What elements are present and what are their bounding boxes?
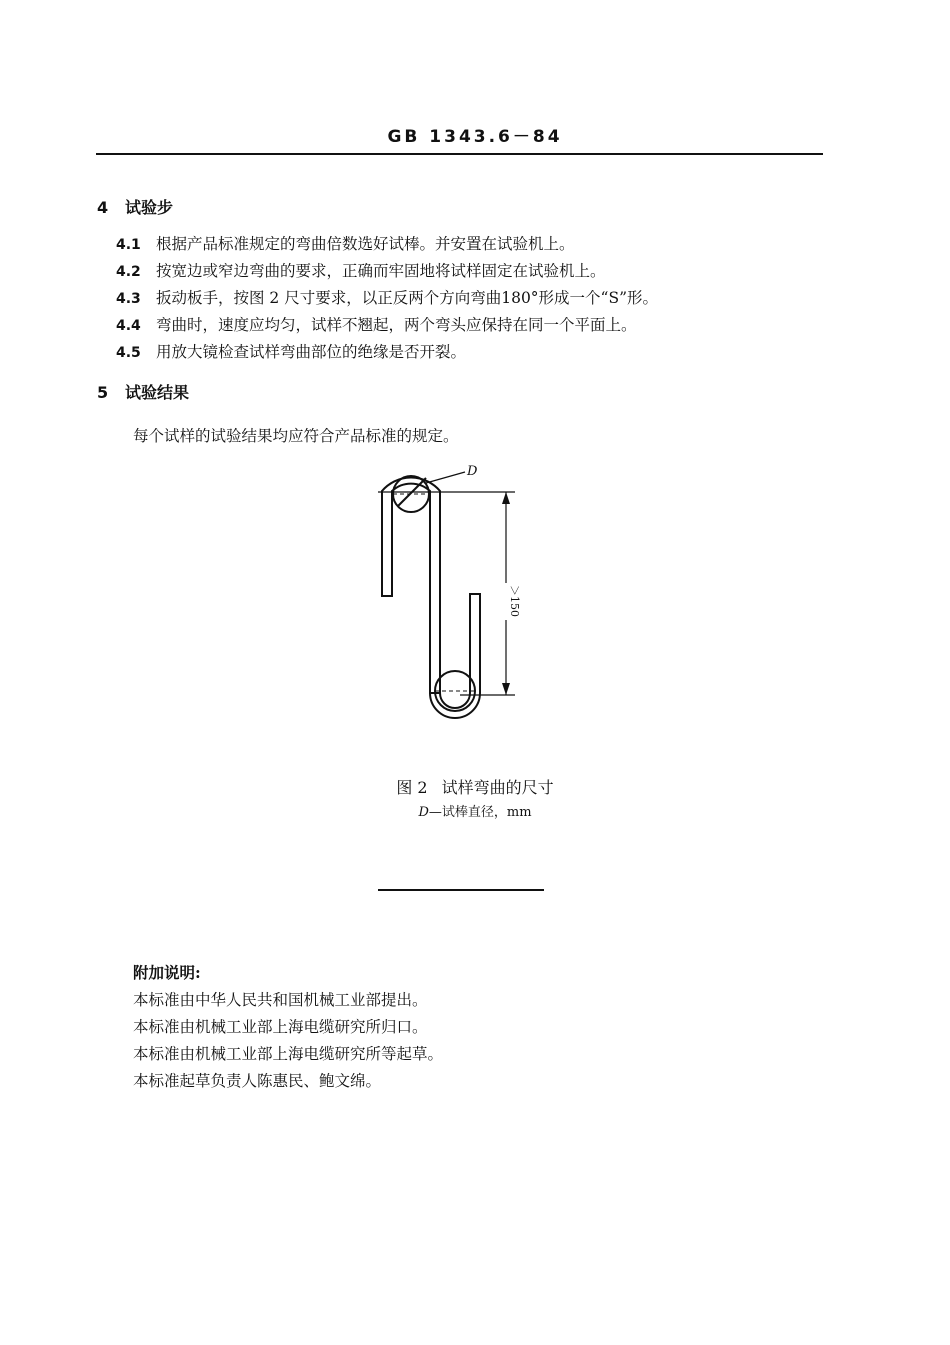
diameter-leader xyxy=(426,472,465,483)
clause-4-5 xyxy=(116,340,466,362)
notes-title: 附加说明: xyxy=(133,963,201,982)
clause-4-1 xyxy=(116,232,575,254)
end-rule xyxy=(378,889,544,891)
diameter-label: D xyxy=(467,464,478,479)
figure-caption xyxy=(0,775,950,798)
clause-text: 按宽边或窄边弯曲的要求，正确而牢固地将试样固定在试验机上。 xyxy=(156,262,606,280)
clause-number: 4.5 xyxy=(116,345,141,361)
note-line: 本标准由机械工业部上海电缆研究所归口。 xyxy=(133,1018,428,1036)
section-title: 试验结果 xyxy=(125,383,190,402)
legend-text: —试棒直径，mm xyxy=(428,805,532,820)
legend-symbol: D xyxy=(418,805,429,820)
note-line: 本标准由机械工业部上海电缆研究所等起草。 xyxy=(133,1045,444,1063)
section-title: 试验步 xyxy=(125,198,174,217)
clause-4-2 xyxy=(116,259,606,281)
note-line: 本标准由中华人民共和国机械工业部提出。 xyxy=(133,991,428,1009)
clause-number: 4.4 xyxy=(116,318,141,334)
clause-text: 弯曲时，速度应均匀，试样不翘起，两个弯头应保持在同一个平面上。 xyxy=(156,316,637,334)
clause-number: 4.3 xyxy=(116,291,141,307)
clause-4-3 xyxy=(116,286,658,308)
s-bend-diagram xyxy=(360,448,540,738)
section-number: 4 xyxy=(97,198,109,217)
section-5-heading xyxy=(97,380,189,403)
header-rule xyxy=(96,153,823,155)
section-number: 5 xyxy=(97,383,109,402)
clause-text: 用放大镜检查试样弯曲部位的绝缘是否开裂。 xyxy=(156,343,467,361)
standard-code: GB 1343.6－84 xyxy=(387,127,563,147)
dimension-arrow-top xyxy=(502,492,510,504)
clause-number: 4.1 xyxy=(116,237,141,253)
clause-number: 4.2 xyxy=(116,264,141,280)
clause-text: 根据产品标准规定的弯曲倍数选好试棒。并安置在试验机上。 xyxy=(156,235,575,253)
note-line: 本标准起草负责人陈惠民、鲍文绵。 xyxy=(133,1072,382,1090)
dimension-arrow-bottom xyxy=(502,683,510,695)
specimen-upper-bend xyxy=(382,478,440,693)
figure-number: 图 2 xyxy=(396,778,428,797)
figure-title: 试样弯曲的尺寸 xyxy=(441,778,554,797)
dimension-label: ＞150 xyxy=(508,585,521,617)
clause-4-4 xyxy=(116,313,637,335)
figure-legend xyxy=(0,801,950,820)
clause-text: 扳动板手，按图 2 尺寸要求，以正反两个方向弯曲180°形成一个“S”形。 xyxy=(156,289,659,307)
section-4-heading xyxy=(97,195,173,218)
section-5-paragraph: 每个试样的试验结果均应符合产品标准的规定。 xyxy=(133,427,459,445)
